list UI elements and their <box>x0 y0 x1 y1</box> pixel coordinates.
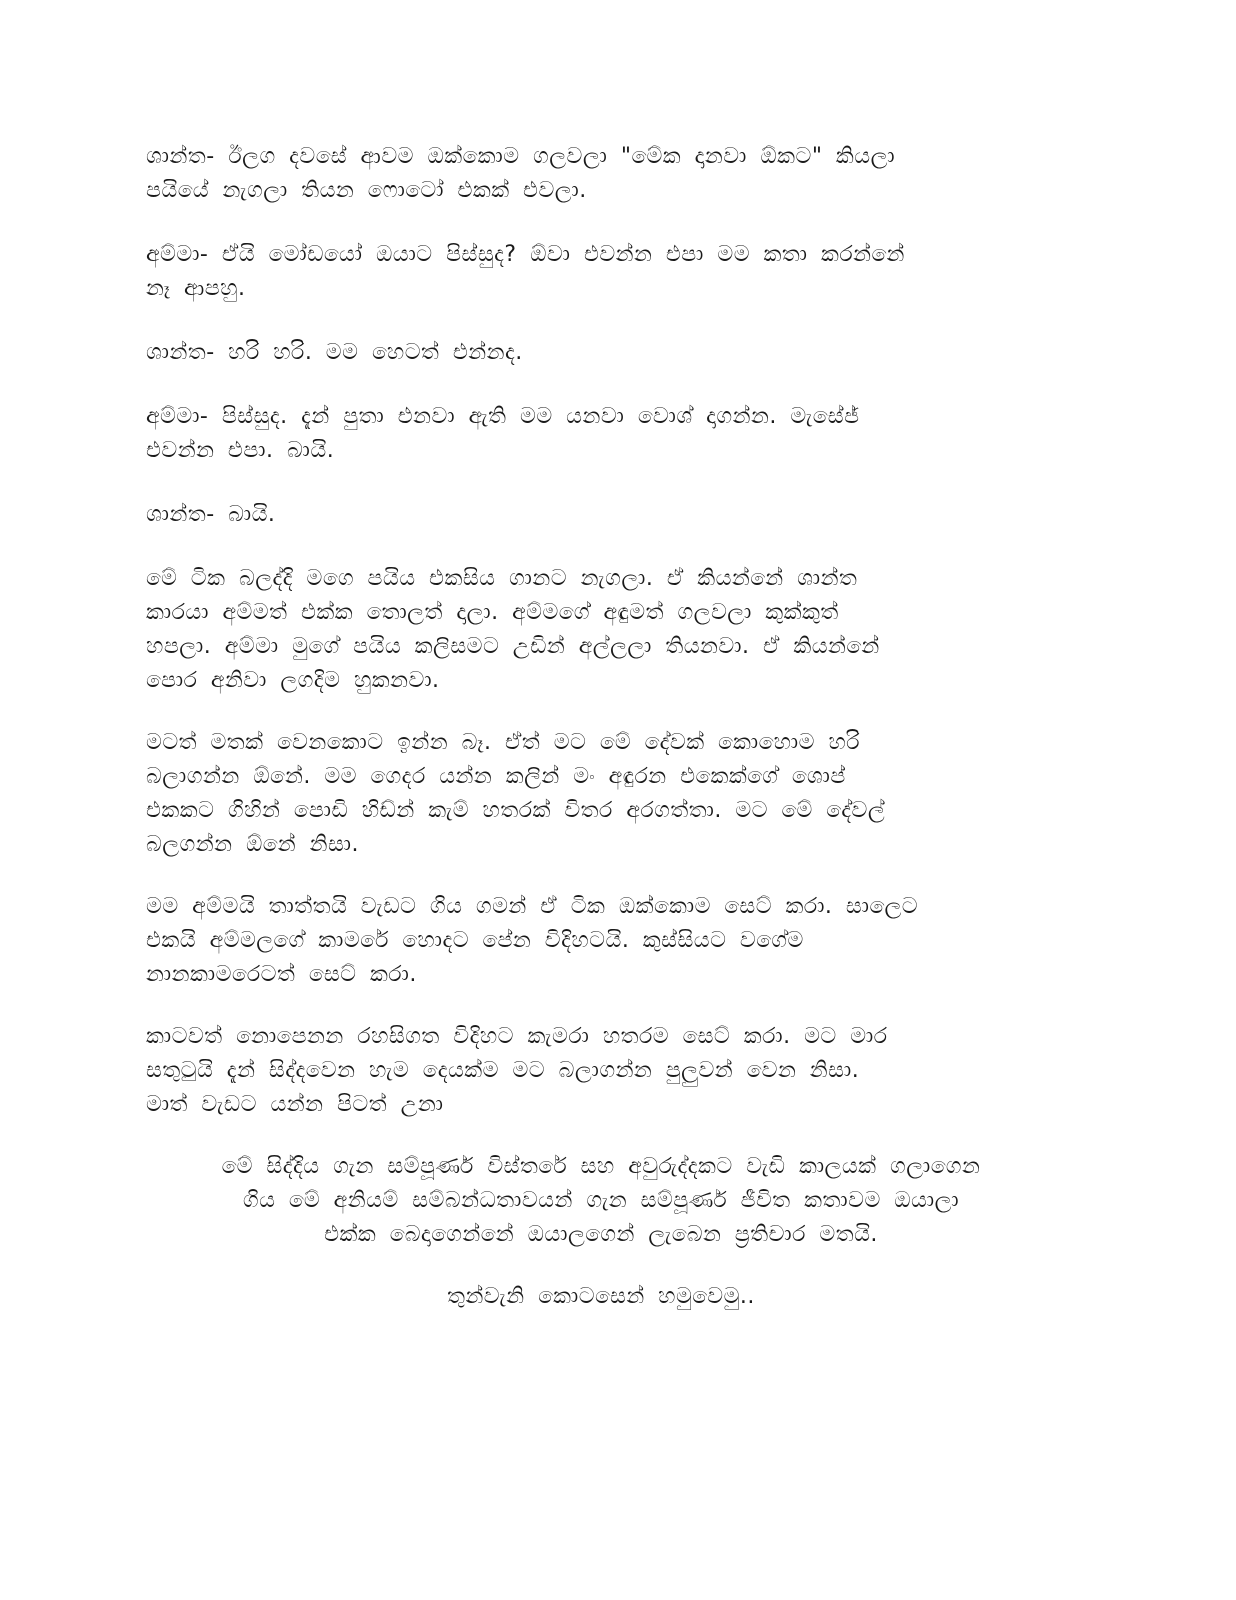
footer-note <box>146 1150 1056 1252</box>
text-line: නෑ ආපහු. <box>146 276 246 301</box>
paragraph-shantha-3 <box>146 498 1056 532</box>
text-line: ශාන්ත- ඊලග දවසේ ආවම ඔක්කොම ගලවලා "මේක දානවා ඕකට" කියලා <box>146 144 896 169</box>
text-line: පොර අනිවා ලගදිම හුකනවා. <box>146 668 440 693</box>
text-line: සතුටුයි දැන් සිද්දවෙන හැම දෙයක්ම මට බලාගන්න පුලුවන් වෙන නිසා. <box>146 1058 860 1083</box>
text-line: බලාගන්න ඕනේ. මම ගෙදර යන්න කලින් මං අඳුරන එකෙක්ගේ ශොප් <box>146 764 846 789</box>
text-line: මේ සිද්දිය ගැන සම්පූර්ණ විස්තරේ සහ අවුරුද්දකට වැඩි කාලයක් ගලාගෙන <box>221 1154 981 1179</box>
text-line: එවන්න එපා. බායි. <box>146 438 335 463</box>
text-line: මටත් මතක් වෙනකොට ඉන්න බෑ. ඒත් මට මේ දේවක් කොහොම හරි <box>146 730 861 755</box>
text-line: තුන්වැනි කොටසෙන් හමුවෙමු.. <box>447 1284 755 1309</box>
text-line: මම අම්මයි තාත්තයි වැඩට ගිය ගමන් ඒ ටික ඔක්කොම සෙට් කරා. සාලෙට <box>146 894 919 919</box>
text-line: ගිය මේ අනියම් සම්බන්ධතාවයන් ගැන සම්පූර්ණ ජීවිත කතාවම ඔයාලා <box>242 1188 960 1213</box>
text-line: අම්මා- පිස්සුද. දැන් පුතා එනවා ඇති මම යනවා වොශ් දාගන්න. මැසේජ් <box>146 404 860 429</box>
paragraph-narrative-2 <box>146 726 1056 862</box>
text-line: අම්මා- ඒයි මෝඩයෝ ඔයාට පිස්සුද? ඕවා එවන්න එපා මම කතා කරන්නේ <box>146 242 905 267</box>
document-body <box>146 140 1056 1342</box>
text-line: නානකාමරෙටත් සෙට් කරා. <box>146 962 417 987</box>
paragraph-narrative-4 <box>146 1020 1056 1122</box>
text-line: හපලා. අම්මා මුගේ පයිය කලිසමට උඩින් අල්ලලා තියනවා. ඒ කියන්නේ <box>146 634 880 659</box>
text-line: ශාන්ත- හරි හරි. මම හෙටත් එන්නද. <box>146 340 523 365</box>
text-line: බලගන්න ඕනේ නිසා. <box>146 832 360 857</box>
paragraph-shantha-1 <box>146 140 1056 208</box>
paragraph-amma-1 <box>146 238 1056 306</box>
paragraph-narrative-1 <box>146 562 1056 698</box>
text-line: කාරයා අම්මත් එක්ක තොලත් දාලා. අම්මගේ අඳුමත් ගලවලා කුක්කුත් <box>146 600 839 625</box>
closing-line <box>146 1280 1056 1314</box>
paragraph-shantha-2 <box>146 336 1056 370</box>
paragraph-narrative-3 <box>146 890 1056 992</box>
paragraph-amma-2 <box>146 400 1056 468</box>
text-line: මේ ටික බලද්දි මගෙ පයිය එකසිය ගානට නැගලා. ඒ කියන්නේ ශාන්ත <box>146 566 858 591</box>
text-line: ශාන්ත- බායි. <box>146 502 276 527</box>
text-line: මාත් වැඩට යන්න පිටත් උනා <box>146 1092 444 1117</box>
text-line: එක්ක බෙදාගෙන්නේ ඔයාලගෙන් ලැබෙන ප්‍රතිචාර මතයි. <box>324 1222 878 1247</box>
text-line: පයියේ නැගලා තියන ෆොටෝ එකක් එවලා. <box>146 178 587 203</box>
text-line: කාටවත් නොපෙනන රහසිගත විදිහට කැමරා හතරම සෙට් කරා. මට මාර <box>146 1024 888 1049</box>
text-line: එකයි අම්මලගේ කාමරේ හොදට පේන විදිහටයි. කුස්සියට වගේම <box>146 928 804 953</box>
text-line: එකකට ගිහින් පොඩි හිඩ්න් කැම් හතරක් විතර අරගත්තා. මට මේ දේවල් <box>146 798 886 823</box>
